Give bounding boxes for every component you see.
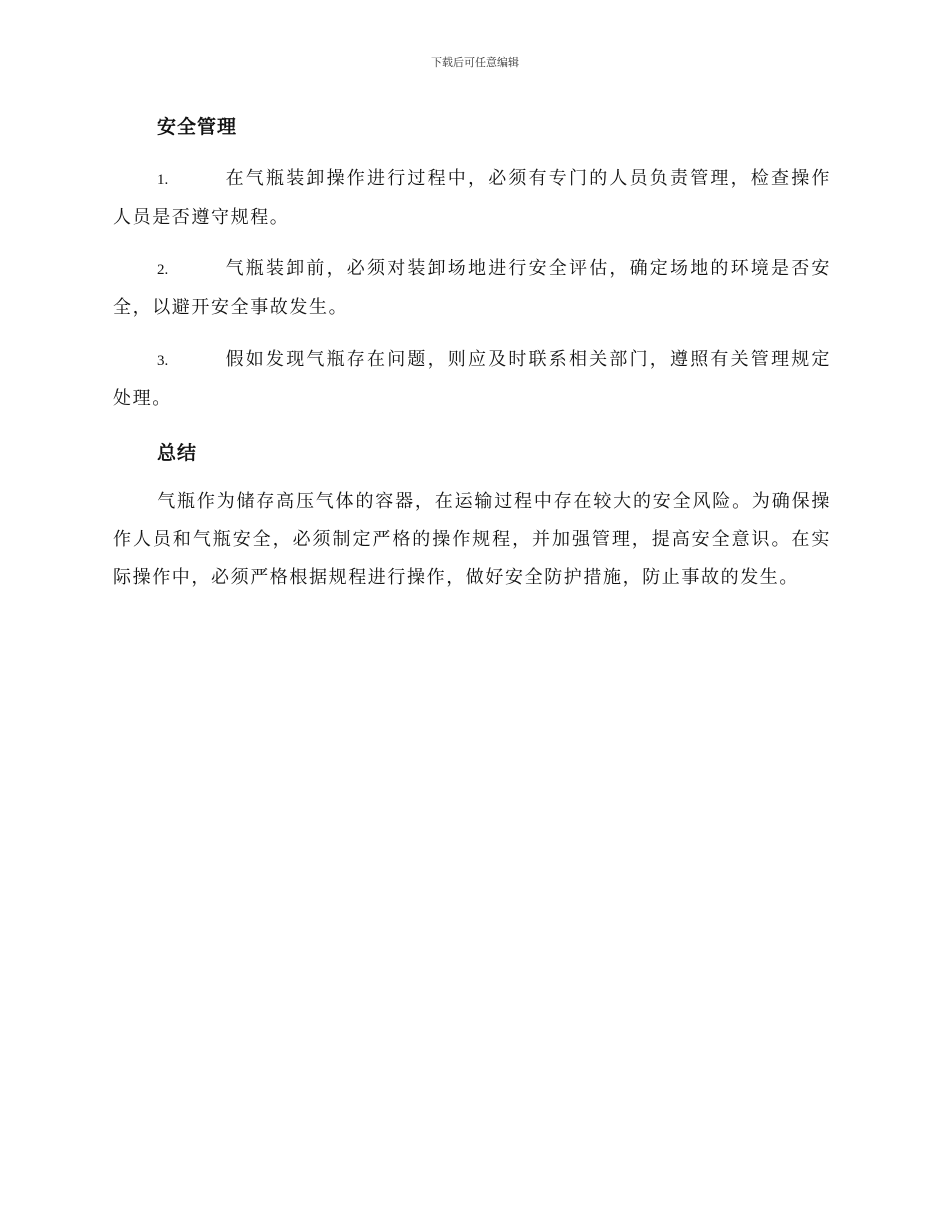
safety-item-2 [113, 250, 831, 327]
safety-item-1-number: 1. [157, 172, 169, 188]
safety-item-3-number: 3. [157, 353, 169, 369]
safety-item-1 [113, 160, 831, 237]
safety-item-1-text: 在气瓶装卸操作进行过程中，必须有专门的人员负责管理，检查操作人员是否遵守规程。 [113, 168, 831, 228]
summary-paragraph [113, 483, 831, 597]
safety-item-2-number: 2. [157, 262, 169, 278]
summary-text: 气瓶作为储存高压气体的容器，在运输过程中存在较大的安全风险。为确保操作人员和气瓶安全，必须制定严格的操作规程，并加强管理，提高安全意识。在实际操作中，必须严格根据规程进行操作，做好安全防护措施，防止事故的发生。 [113, 491, 831, 588]
page-header: 下载后可任意编辑 [431, 56, 519, 69]
section-title-safety-management: 安全管理 [157, 116, 238, 138]
safety-item-3-text: 假如发现气瓶存在问题，则应及时联系相关部门，遵照有关管理规定处理。 [113, 349, 831, 409]
safety-item-3 [113, 341, 831, 418]
section-title-summary: 总结 [157, 442, 198, 464]
safety-item-2-text: 气瓶装卸前，必须对装卸场地进行安全评估，确定场地的环境是否安全，以避开安全事故发生。 [113, 258, 831, 318]
